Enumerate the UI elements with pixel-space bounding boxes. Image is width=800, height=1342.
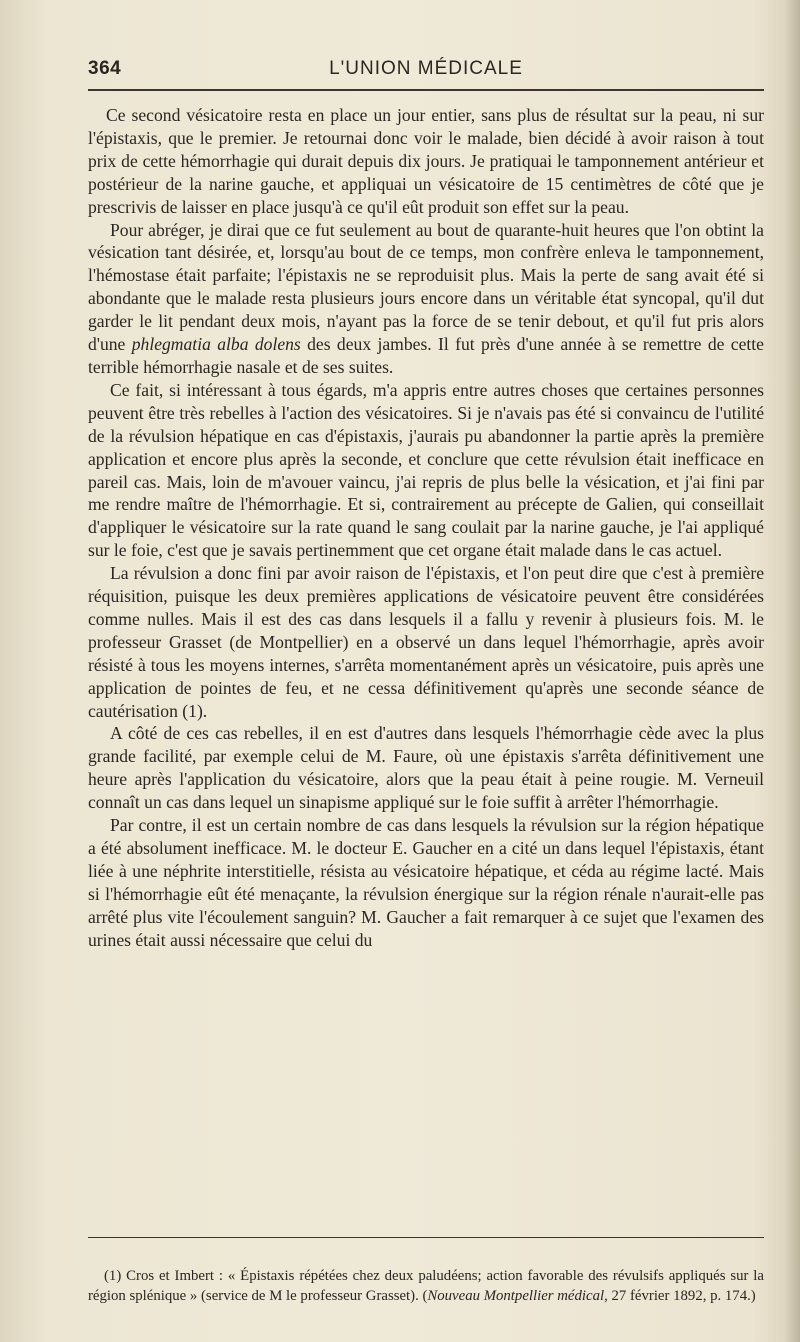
running-title: L'UNION MÉDICALE [329,58,523,79]
paragraph-text: Pour abréger, je dirai que ce fut seulement au bout de quarante-huit heures que l'on obtint la vésication tant désirée, et, lorsqu'au bout de ce temps, mon confrère enleva le tamponnement, l'hémostase était parfaite; l'épistaxis ne se reproduisit plus. Mais la perte de sang avait été si abondante que le malade resta plusieurs jours encore dans un véritable état syncopal, qu'il dut garder le lit pendant deux mois, n'ayant pas la force de se tenir debout, et qu'il fut pris alors d'une [88,219,764,355]
paragraph: Ce second vésicatoire resta en place un jour entier, sans plus de résultat sur la peau, ni sur l'épistaxis, que le premier. Je retournai donc voir le malade, bien décidé à avoir raison à tout prix de cette hémorrhagie qui durait depuis dix jours. Je pratiquai le tamponnement antérieur et postérieur de la narine gauche, et appliquai un vésicatoire de 15 centimètres de côté que je prescrivis de laisser en place jusqu'à ce qu'il eût produit son effet sur la peau. [88,105,764,217]
page-number: 364 [88,58,122,79]
paragraph: La révulsion a donc fini par avoir raison de l'épistaxis, et l'on peut dire que c'est à première réquisition, puisque les deux premières applications de vésicatoire peuvent être considérées comme nulles. Mais il est des cas dans lesquels il a fallu y revenir à plusieurs fois. M. le professeur Grasset (de Montpellier) en a observé un dans lequel l'hémorrhagie, après avoir résisté à tous les moyens internes, s'arrêta momentanément après un vésicatoire, puis après une application de pointes de feu, et ne cessa définitivement qu'après une seconde séance de cautérisation (1). [88,563,764,721]
footnote-rule [88,1237,764,1238]
footnote-text: (1) Cros et Imbert : « Épistaxis répétées chez deux paludéens; action favorable des révulsifs appliqués sur la région splénique » (service de M le professeur Grasset). ( [88,1267,764,1305]
paragraph: A côté de ces cas rebelles, il en est d'autres dans lesquels l'hémorrhagie cède avec la plus grande facilité, par exemple celui de M. Faure, où une épistaxis s'arrêta définitivement une heure après l'application du vésicatoire, alors que la peau était à peine rougie. M. Verneuil connaît un cas dans lequel un sinapisme appliqué sur le foie suffit à arrêter l'hémorrhagie. [88,723,764,813]
body-text [88,104,764,952]
page-edge-shadow [784,0,800,1342]
footnote-journal: Nouveau Montpellier médical, [427,1288,608,1305]
footnote-text: 27 février 1892, p. 174.) [607,1288,756,1305]
paragraph-text: des deux jambes. Il fut près d'une année à se remettre de cette terrible hémorrhagie nasale et de ses suites. [88,334,764,377]
paragraph: Par contre, il est un certain nombre de cas dans lesquels la révulsion sur la région hépatique a été absolument inefficace. M. le docteur E. Gaucher en a cité un dans lequel l'épistaxis, étant liée à une néphrite interstitielle, résista au vésicatoire hépatique, et céda au régime lacté. Mais si l'hémorrhagie eût été menaçante, la révulsion énergique sur la région rénale n'aurait-elle pas arrêté plus vite l'écoulement sanguin? M. Gaucher a fait remarquer à ce sujet que l'examen des urines était aussi nécessaire que celui du [88,815,764,950]
italic-term: phlegmatia alba dolens [131,334,301,355]
header-rule [88,89,764,91]
paragraph [88,219,764,379]
footnote [88,1266,764,1307]
page-header [88,58,764,88]
paragraph: Ce fait, si intéressant à tous égards, m'a appris entre autres choses que certaines personnes peuvent être très rebelles à l'action des vésicatoires. Si je n'avais pas été si convaincu de l'utilité de la révulsion hépatique en cas d'épistaxis, j'aurais pu abandonner la partie après la première application et encore plus après la seconde, et conclure que cette révulsion était inefficace en pareil cas. Mais, loin de m'avouer vaincu, j'ai repris de plus belle la vésication, et j'ai fini par me rendre maître de l'hémorrhagie. Et si, contrairement au précepte de Galien, qui conseillait d'appliquer le vésicatoire sur la rate quand le sang coulait par la narine gauche, je l'ai appliqué sur le foie, c'est que je savais pertinemment que cet organe était malade dans le cas actuel. [88,379,764,561]
